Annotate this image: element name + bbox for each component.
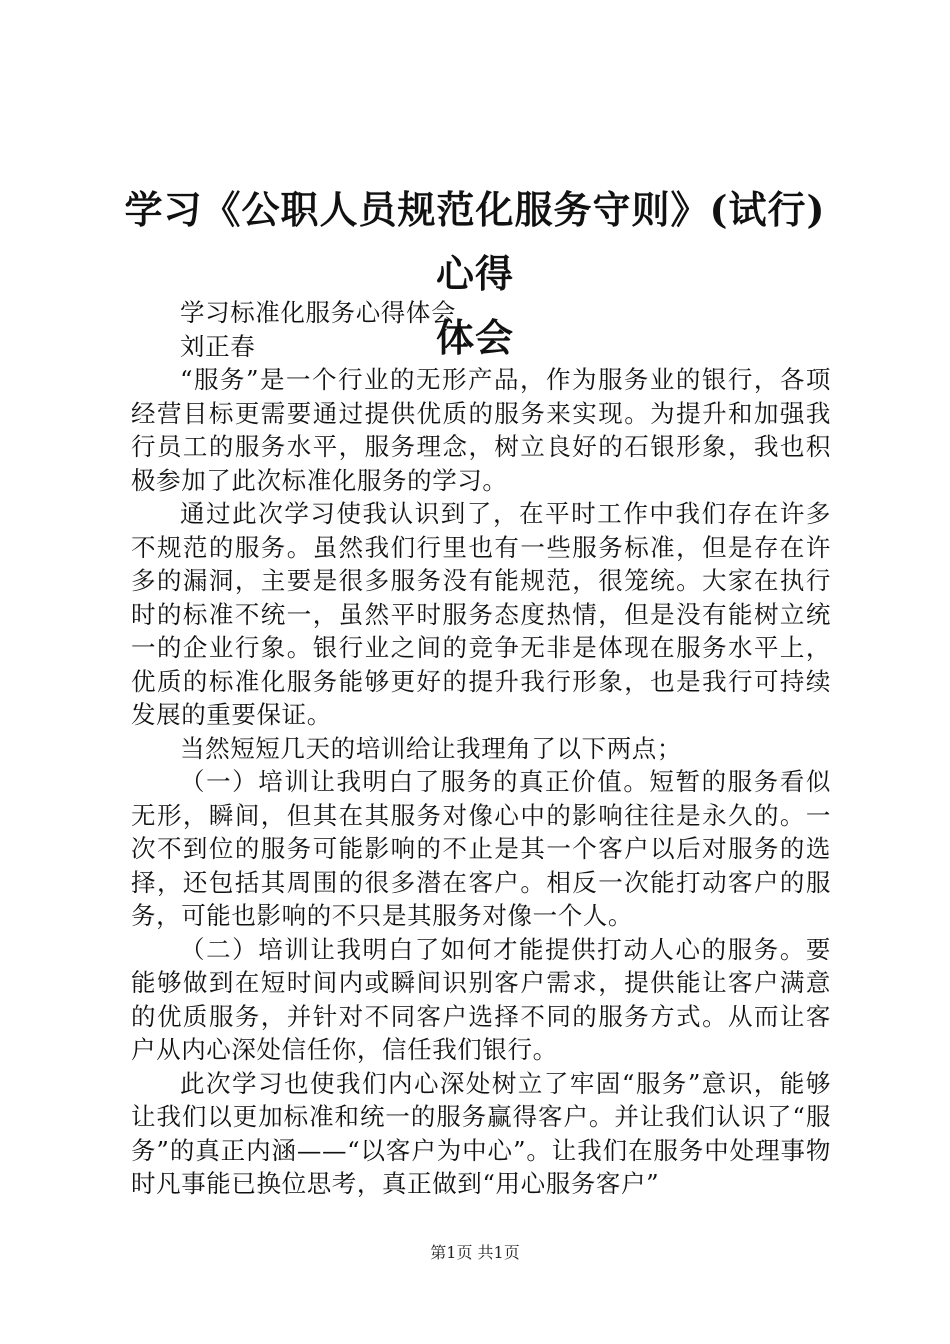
- body-paragraph: “服务”是一个行业的无形产品，作为服务业的银行，各项经营目标更需要通过提供优质的服务来实现。为提升和加强我行员工的服务水平，服务理念，树立良好的石银形象，我也积极参加了此次标准化服务的学习。: [131, 365, 831, 495]
- body-paragraph: 通过此次学习使我认识到了，在平时工作中我们存在许多不规范的服务。虽然我们行里也有一些服务标准，但是存在许多的漏洞，主要是很多服务没有能规范，很笼统。大家在执行时的标准不统一，虽然平时服务态度热情，但是没有能树立统一的企业行象。银行业之间的竞争无非是体现在服务水平上，优质的标准化服务能够更好的提升我行形象，也是我行可持续发展的重要保证。: [131, 499, 831, 729]
- subtitle-paragraph: 学习标准化服务心得体会: [180, 298, 457, 327]
- body-paragraph: 当然短短几天的培训给让我理角了以下两点；: [180, 733, 682, 763]
- body-paragraph: （一）培训让我明白了服务的真正价值。短暂的服务看似无形，瞬间，但其在其服务对像心中的影响往往是永久的。一次不到位的服务可能影响的不止是其一个客户以后对服务的选择，还包括其周围的很多潜在客户。相反一次能打动客户的服务，可能也影响的不只是其服务对像一个人。: [131, 767, 831, 930]
- body-paragraph: （二）培训让我明白了如何才能提供打动人心的服务。要能够做到在短时间内或瞬间识别客户需求，提供能让客户满意的优质服务，并针对不同客户选择不同的服务方式。从而让客户从内心深处信任你，信任我们银行。: [131, 934, 831, 1064]
- document-body: [131, 296, 831, 1201]
- author-paragraph: 刘正春: [180, 331, 256, 361]
- title-line-2: 体会: [435, 315, 514, 360]
- body-paragraph: 此次学习也使我们内心深处树立了牢固“服务”意识，能够让我们以更加标准和统一的服务赢得客户。并让我们认识了“服务”的真正内涵——“以客户为中心”。让我们在服务中处理事物时凡事能已换位思考，真正做到“用心服务客户”: [131, 1068, 831, 1198]
- page-footer: 第1页 共1页: [430, 1243, 520, 1262]
- title-line-1: 学习《公职人员规范化服务守则》(试行)心得: [124, 187, 826, 296]
